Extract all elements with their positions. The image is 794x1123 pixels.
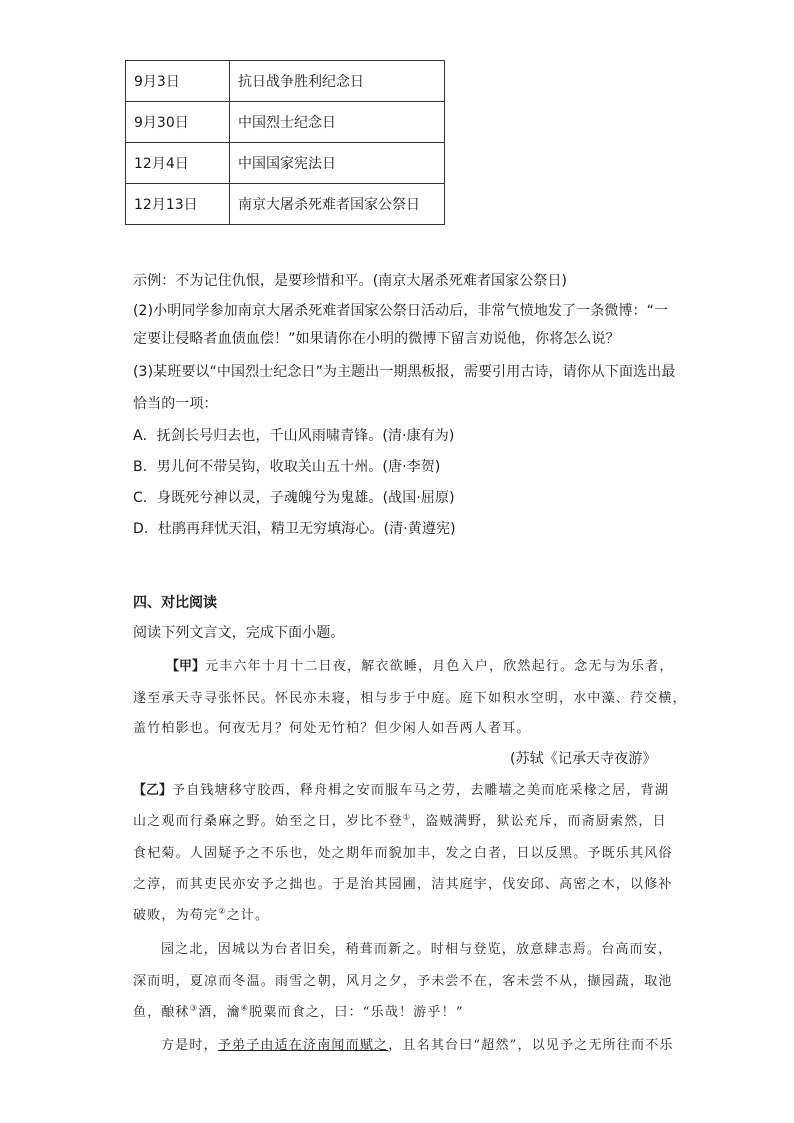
question-3-line-2: 恰当的一项： [133,396,218,412]
example-answer: 示例：不为记住仇恨，是要珍惜和平。(南京大屠杀死难者国家公祭日) [133,273,568,289]
passage-yi-p2-line-1: 园之北，因城以为台者旧矣，稍葺而新之。时相与登览，放意肆志焉。台高而安， [161,942,673,957]
option-a: A．抚剑长号归去也，千山风雨啸青锋。(清·康有为) [133,428,455,444]
passage-yi-line-1: 【乙】予自钱塘移守胶西，释舟楫之安而服车马之劳，去雕墙之美而庇采椽之居，背湖 [133,783,670,798]
day-name-cell: 抗日战争胜利纪念日 [230,61,445,102]
underlined-sentence: 予弟子由适在济南闻而赋之 [217,1038,389,1053]
passage-jia-label: 【甲】 [166,659,206,674]
passage-yi-label: 【乙】 [133,783,173,798]
question-3-line-1: (3)某班要以“中国烈士纪念日”为主题出一期黑板报，需要引用古诗，请你从下面选出最 [133,364,676,380]
day-name-cell: 中国国家宪法日 [230,143,445,184]
footnote-mark-2: ② [218,906,227,916]
table-row [126,184,445,225]
table-row [126,102,445,143]
question-2-line-1: (2)小明同学参加南京大屠杀死难者国家公祭日活动后，非常气愤地发了一条微博：“一 [133,303,669,319]
option-c: C．身既死兮神以灵，子魂魄兮为鬼雄。(战国·屈原) [133,490,455,506]
passage-yi-line-5: 破败，为苟完②之计。 [133,906,270,923]
date-cell: 9月3日 [126,61,230,102]
passage-jia-line-1: 【甲】元丰六年十月十二日夜，解衣欲睡，月色入户，欣然起行。念无与为乐者， [166,659,674,674]
footnote-mark-3: ③ [189,1003,199,1013]
date-cell: 12月4日 [126,143,230,184]
commemoration-days-table [125,60,445,225]
option-b: B．男儿何不带吴钩，收取关山五十州。(唐·李贺) [133,459,441,475]
passage-yi-p3-line-1: 方是时，予弟子由适在济南闻而赋之，且名其台曰“超然”，以见予之无所往而不乐 [161,1038,674,1053]
date-cell: 12月13日 [126,184,230,225]
option-d: D．杜鹃再拜忧天泪，精卫无穷填海心。(清·黄遵宪) [133,521,456,537]
table-row [126,61,445,102]
day-name-cell: 中国烈士纪念日 [230,102,445,143]
table-row [126,143,445,184]
passage-jia-line-3: 盖竹柏影也。何夜无月？何处无竹柏？但少闲人如吾两人者耳。 [133,721,531,736]
question-2-line-2: 定要让侵略者血债血偿！”如果请你在小明的微博下留言劝说他，你将怎么说？ [133,331,620,347]
footnote-mark-1: ① [402,812,412,822]
day-name-cell: 南京大屠杀死难者国家公祭日 [230,184,445,225]
date-cell: 9月30日 [126,102,230,143]
passage-jia-line-2: 遂至承天寺寻张怀民。怀民亦未寝，相与步于中庭。庭下如积水空明，水中藻、荇交横， [133,691,687,706]
passage-yi-p2-line-2: 深而明，夏凉而冬温。雨雪之朝，风月之夕，予未尝不在，客未尝不从，撷园蔬，取池 [133,974,673,989]
passage-yi-line-3: 食杞菊。人固疑予之不乐也，处之期年而貌加丰，发之白者，日以反黑。予既乐其风俗 [133,846,673,861]
reading-instruction: 阅读下列文言文，完成下面小题。 [133,625,345,641]
footnote-mark-4: ④ [240,1003,250,1013]
passage-jia-source: (苏轼《记承天寺夜游》 [510,751,657,767]
passage-yi-p2-line-3: 鱼，酿秫③酒，瀹④脱粟而食之，曰：“乐哉！游乎！” [133,1003,464,1020]
section-heading: 四、对比阅读 [133,595,217,611]
passage-yi-line-2: 山之观而行桑麻之野。始至之日，岁比不登①，盗贼满野，狱讼充斥，而斋厨索然，日 [133,812,667,829]
passage-yi-line-4: 之淳，而其吏民亦安予之拙也。于是治其园圃，洁其庭宇，伐安邱、高密之木，以修补 [133,877,673,892]
